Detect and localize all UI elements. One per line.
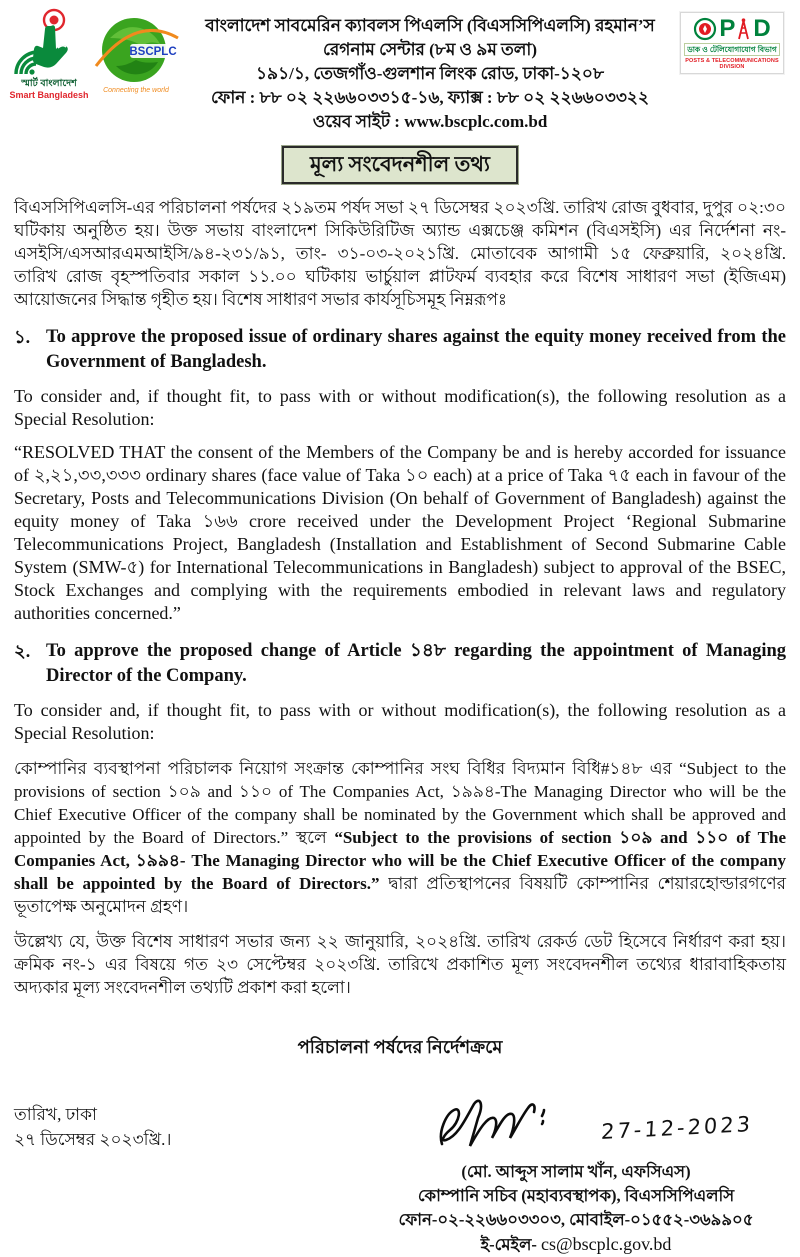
agenda-item-1-number: ১. xyxy=(14,327,31,347)
date-line: ২৭ ডিসেম্বর ২০২৩খ্রি.। xyxy=(14,1130,172,1149)
email-label: ই-মেইল- xyxy=(480,1235,537,1254)
consider-paragraph-1: To consider and, if thought fit, to pass with or without modification(s), the following resolution as a Special Resolution: xyxy=(14,386,786,429)
signature-visual xyxy=(366,1102,786,1160)
company-phone-fax-line: ফোন : ৮৮ ০২ ২২৬৬০৩৩১৫-১৬, ফ্যাক্স : ৮৮ ০২ ২২৬৬০৩৩২২ xyxy=(211,88,649,107)
footer-row xyxy=(0,1102,800,1257)
ptd-division-name-en: POSTS & TELECOMMUNICATIONS DIVISION xyxy=(685,57,779,70)
email-address: cs@bscplc.gov.bd xyxy=(541,1234,672,1254)
smart-bangladesh-logo-icon xyxy=(8,8,90,106)
by-order-line: পরিচালনা পর্ষদের নির্দেশক্রমে xyxy=(297,1037,503,1057)
date-place-block xyxy=(14,1102,171,1152)
record-date-paragraph: উল্লেখ্য যে, উক্ত বিশেষ সাধারণ সভার জন্য ২২ জানুয়ারি, ২০২৪খ্রি. তারিখ রেকর্ড ডেট হিসেবে নির্ধারণ করা হয়। ক্রমিক নং-১ এর বিষয়ে গত ২৩ সেপ্টেম্বর ২০২৩খ্রি. তারিখে প্রকাশিত মূল্য সংবেদনশীল তথ্যের ধারাবাহিকতায় অদ্যকার মূল্য সংবেদনশীল তথ্যটি প্রকাশ করা হলো। xyxy=(14,932,786,997)
resolution-1-paragraph: “RESOLVED THAT the consent of the Members of the Company be and is hereby accorded for issuance of ২,২১,৩৩,৩৩৩ ordinary shares (face value of Taka ১০ each) at a price of Taka ৭৫ each in favour of the Secretary, Posts and Telecommunications Division (On behalf of Government of Bangladesh) against the equity money of Taka ১৬৬ crore received under the Development Project ‘Regional Submarine Telecommunications Project, Bangladesh (Installation and Establishment of Second Submarine Cable System (SMW-৫) for International Telecommunications in Bangladesh) subject to approval of the BSEC, Stock Exchanges and complying with the requirements embodied in relevant laws and regulatory authorities concerned.” xyxy=(14,442,786,623)
agenda-item-2 xyxy=(14,639,786,689)
telecom-tower-icon xyxy=(737,18,750,40)
ptd-letter-p: P xyxy=(719,15,735,42)
signature-block xyxy=(366,1102,786,1257)
ptd-logo-top xyxy=(684,17,780,41)
signatory-email-line xyxy=(366,1232,786,1257)
article-change-paragraph xyxy=(14,757,786,918)
ptd-logo-card xyxy=(680,12,784,74)
article-change-bold-quote: “Subject to the provisions of section ১০৯ and ১১০ of The Companies Act, ১৯৯৪- The Managing Director who will be the Chief Executive Officer of the company shall be appointed by the Board of Directors.” xyxy=(14,828,786,893)
price-sensitive-info-title: মূল্য সংবেদনশীল তথ্য xyxy=(282,146,518,184)
header-left-logos xyxy=(8,6,180,106)
article-change-part2: দ্বারা প্রতিস্থাপনের বিষয়টি কোম্পানির শেয়ারহোল্ডারগণের ভূতাপেক্ষ অনুমোদন গ্রহণ। xyxy=(14,874,786,916)
signature-scrawl-icon xyxy=(436,1094,606,1162)
agenda-item-2-title: To approve the proposed change of Article ১৪৮ regarding the appointment of Managing Director of the Company. xyxy=(46,641,786,686)
agenda-item-1 xyxy=(14,325,786,375)
company-building-line: রেগনাম সেন্টার (৮ম ও ৯ম তলা) xyxy=(322,40,538,59)
consider-paragraph-2: To consider and, if thought fit, to pass with or without modification(s), the following resolution as a Special Resolution: xyxy=(14,700,786,743)
document-body xyxy=(0,196,800,999)
bscplc-logo-tagline: Connecting the world xyxy=(103,87,169,94)
header-right-logo xyxy=(680,6,792,74)
govt-emblem-icon xyxy=(694,18,716,40)
company-street-line: ১৯১/১, তেজগাঁও-গুলশান লিংক রোড, ঢাকা-১২০৮ xyxy=(256,64,604,83)
signatory-name: (মো. আব্দুস সালাম খাঁন, এফসিএস) xyxy=(461,1162,691,1181)
ptd-division-name-bn: ডাক ও টেলিযোগাযোগ বিভাগ xyxy=(684,43,780,56)
bscplc-globe-logo-icon xyxy=(92,8,180,106)
bscplc-logo-name: BSCPLC xyxy=(129,46,177,58)
company-website-line: ওয়েব সাইট : www.bscplc.com.bd xyxy=(312,112,548,131)
intro-paragraph: বিএসসিপিএলসি-এর পরিচালনা পর্ষদের ২১৯তম পর্ষদ সভা ২৭ ডিসেম্বর ২০২৩খ্রি. তারিখ রোজ বুধবার, দুপুর ০২:৩০ ঘটিকায় অনুষ্ঠিত হয়। উক্ত সভায় বাংলাদেশ সিকিউরিটিজ অ্যান্ড এক্সচেঞ্জ কমিশন (বিএসইসি) এর নির্দেশনা নং-এসইসি/এসআরএমআইসি/৯৪-২৩১/৯১, তাং- ৩১-০৩-২০২১খ্রি. মোতাবেক আগামী ১৫ ফেব্রুয়ারি, ২০২৪খ্রি. তারিখ রোজ বৃহস্পতিবার সকাল ১১.০০ ঘটিকায় ভার্চুয়াল প্লাটফর্ম ব্যবহার করে বিশেষ সাধারণ সভা (ইজিএম) আয়োজনের সিদ্ধান্ত গৃহীত হয়। বিশেষ সাধারণ সভার কার্যসূচিসমূহ নিম্নরূপঃ xyxy=(14,198,786,309)
agenda-item-2-number: ২. xyxy=(14,641,31,661)
agenda-item-1-title: To approve the proposed issue of ordinary shares against the equity money received from the Government of Bangladesh. xyxy=(46,327,786,372)
handwritten-date: 27-12-2023 xyxy=(600,1111,754,1145)
signatory-title: কোম্পানি সচিব (মহাব্যবস্থাপক), বিএসসিপিএলসি xyxy=(417,1186,735,1205)
smart-bangladesh-label-en: Smart Bangladesh xyxy=(9,90,89,100)
article-change-part1: কোম্পানির ব্যবস্থাপনা পরিচালক নিয়োগ সংক্রান্ত কোম্পানির সংঘ বিধির বিদ্যমান বিধি#১৪৮ এর “Subject to the provisions of section ১০৯ and ১১০ of The Companies Act, ১৯৯৪-The Managing Director who will be the Chief Executive Officer of the company shall be nominated by the Government which shall be approved and appointed by the Board of Directors.” স্থলে xyxy=(14,759,786,847)
company-address-block xyxy=(180,6,680,134)
place-line: তারিখ, ঢাকা xyxy=(14,1105,97,1124)
smart-bangladesh-label-bn: স্মার্ট বাংলাদেশ xyxy=(21,78,77,89)
ptd-letter-d: D xyxy=(753,15,770,42)
signatory-phone: ফোন-০২-২২৬৬০৩৩০৩, মোবাইল-০১৫৫২-৩৬৯৯০৫ xyxy=(398,1210,754,1229)
title-box-wrap xyxy=(0,146,800,184)
company-name-line: বাংলাদেশ সাবমেরিন ক্যাবলস পিএলসি (বিএসসিপিএলসি) রহমান’স xyxy=(205,16,655,35)
document-header xyxy=(0,0,800,134)
